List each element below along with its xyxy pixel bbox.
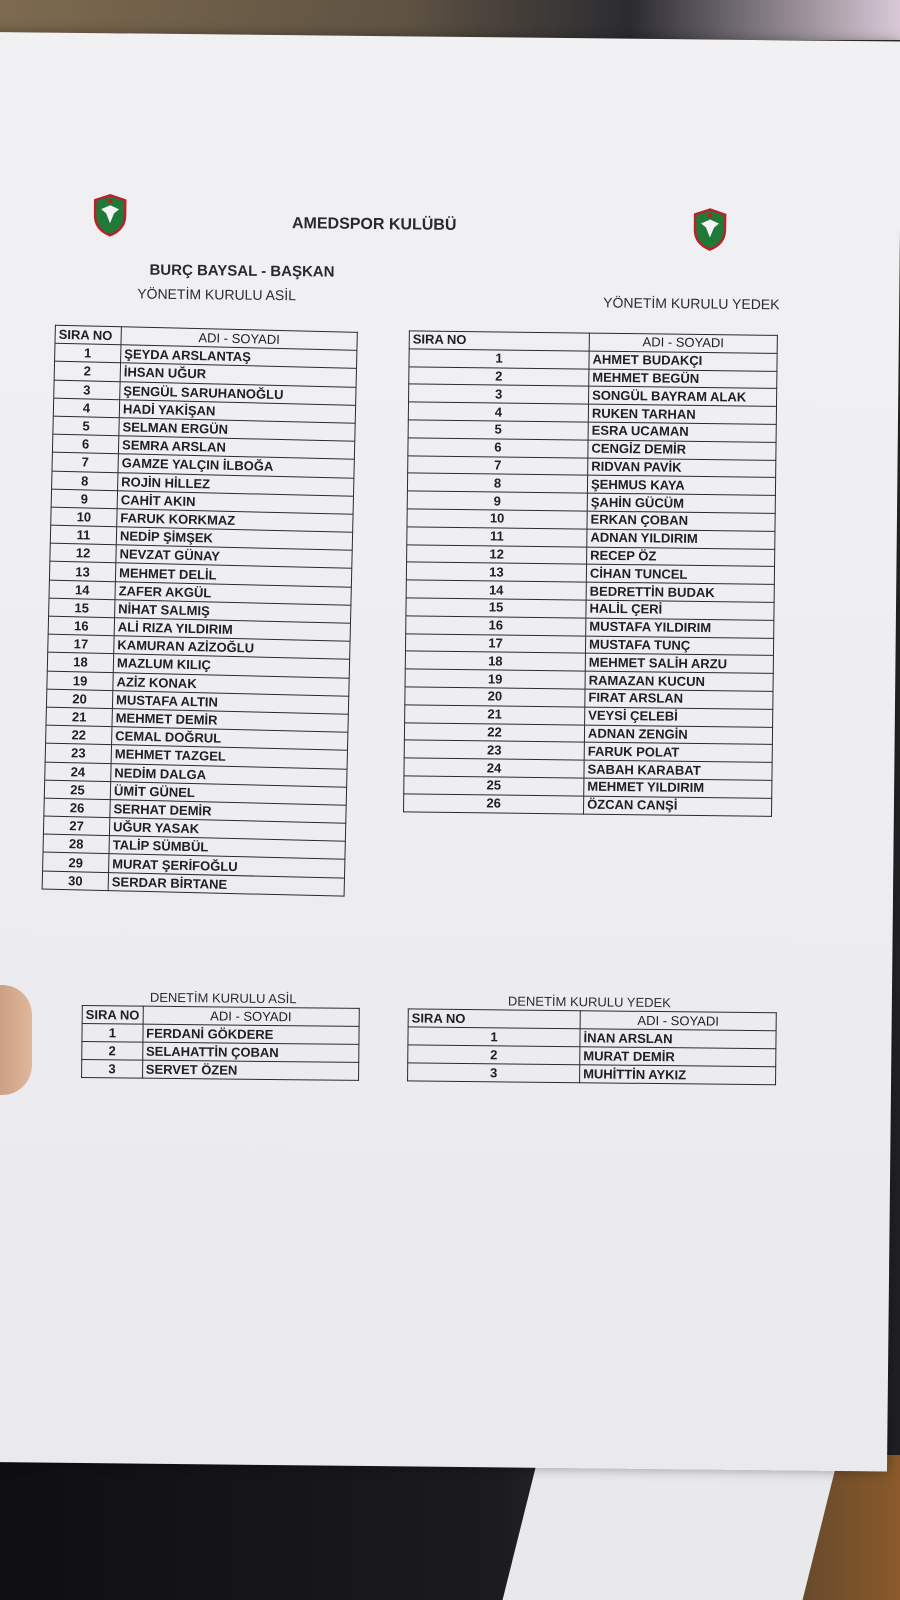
row-number: 16 [406,616,586,636]
holding-finger [0,985,32,1095]
column-header-name: ADI - SOYADI [143,1006,359,1026]
row-number: 15 [49,598,115,618]
row-number: 29 [43,852,109,872]
audit-main-title: DENETİM KURULU ASİL [149,989,297,1007]
board-substitute-table [403,330,778,816]
row-number: 14 [406,580,586,600]
row-number: 7 [408,455,588,475]
member-name: ŞEHMUS KAYA [587,475,775,495]
member-name: BEDRETTİN BUDAK [586,582,774,602]
member-name: MUHİTTİN AYKIZ [580,1065,776,1085]
row-number: 26 [44,798,110,818]
row-number: 24 [404,758,584,778]
member-name: MUSTAFA ALTIN [112,690,348,714]
member-name: HADİ YAKİŞAN [119,399,355,423]
row-number: 20 [405,687,585,707]
row-number: 3 [54,380,120,400]
club-crest-icon [92,193,128,237]
row-number: 10 [51,507,117,527]
row-number: 14 [49,580,115,600]
row-number: 30 [42,871,108,891]
member-name: NEDİP ŞİMŞEK [116,527,352,551]
member-name: RAMAZAN KUCUN [585,671,773,691]
member-name: AHMET BUDAKÇI [589,351,777,371]
board-main-title: YÖNETİM KURULU ASİL [137,285,297,304]
column-header-no: SIRA NO [408,1009,580,1029]
member-name: SERVET ÖZEN [142,1060,358,1080]
board-substitute-title: YÖNETİM KURULU YEDEK [603,294,780,313]
board-main-table [42,325,358,897]
member-name: VEYSİ ÇELEBİ [585,707,773,727]
row-number: 1 [55,343,121,363]
club-crest-icon [692,207,728,251]
column-header-name: ADI - SOYADI [580,1011,776,1031]
table-row [82,1060,359,1081]
column-header-name: ADI - SOYADI [121,327,357,351]
member-name: MEHMET DEMİR [112,709,348,733]
row-number: 26 [404,794,584,814]
column-header-no: SIRA NO [82,1006,143,1025]
member-name: MEHMET SALİH ARZU [585,653,773,673]
row-number: 13 [49,562,115,582]
column-header-no: SIRA NO [55,325,121,345]
row-number: 22 [404,722,584,742]
row-number: 22 [46,725,112,745]
member-name: SEMRA ARSLAN [118,436,354,460]
row-number: 23 [404,740,584,760]
member-name: MAZLUM KILIÇ [113,654,349,678]
second-sheet [503,1460,838,1600]
member-name: NİHAT SALMIŞ [115,599,351,623]
member-name: MEHMET YILDIRIM [584,778,772,798]
member-name: MUSTAFA YILDIRIM [586,618,774,638]
row-number: 3 [82,1060,143,1079]
row-number: 10 [407,509,587,529]
member-name: MURAT DEMİR [580,1047,776,1067]
club-title: AMEDSPOR KULÜBÜ [291,215,457,234]
row-number: 3 [408,1063,580,1083]
member-name: GAMZE YALÇIN İLBOĞA [118,454,354,478]
member-name: RIDVAN PAVİK [588,458,776,478]
row-number: 6 [408,438,588,458]
member-name: MEHMET TAZGEL [111,745,347,769]
audit-main-table [81,1005,359,1081]
row-number: 23 [45,743,111,763]
member-name: ÜMİT GÜNEL [110,781,346,805]
member-name: SERDAR BİRTANE [108,872,344,896]
member-name: ŞEYDA ARSLANTAŞ [121,345,357,369]
row-number: 3 [409,384,589,404]
member-name: CİHAN TUNCEL [586,564,774,584]
member-name: ESRA UCAMAN [588,422,776,442]
member-name: ŞAHİN GÜCÜM [587,493,775,513]
member-name: MEHMET DELİL [115,563,351,587]
row-number: 2 [409,367,589,387]
member-name: CENGİZ DEMİR [588,440,776,460]
member-name: SABAH KARABAT [584,760,772,780]
member-name: ALİ RIZA YILDIRIM [114,618,350,642]
member-name: ÖZCAN CANŞİ [584,796,772,816]
table-header-row [82,1006,359,1027]
row-number: 12 [407,544,587,564]
row-number: 9 [407,491,587,511]
row-number: 2 [408,1045,580,1065]
row-number: 19 [47,671,113,691]
member-name: RECEP ÖZ [587,547,775,567]
row-number: 17 [48,634,114,654]
member-name: CEMAL DOĞRUL [112,727,348,751]
row-number: 11 [407,527,587,547]
member-name: ERKAN ÇOBAN [587,511,775,531]
member-name: ZAFER AKGÜL [115,581,351,605]
row-number: 11 [50,525,116,545]
row-number: 15 [406,598,586,618]
member-name: NEDİM DALGA [111,763,347,787]
member-name: HALİL ÇERİ [586,600,774,620]
row-number: 4 [53,398,119,418]
row-number: 2 [54,362,120,382]
table-row [404,794,772,816]
member-name: SELAHATTİN ÇOBAN [142,1042,358,1062]
audit-substitute-title: DENETİM KURULU YEDEK [507,993,671,1011]
row-number: 9 [51,489,117,509]
member-name: ADNAN ZENGİN [584,725,772,745]
member-name: FARUK POLAT [584,742,772,762]
column-header-name: ADI - SOYADI [589,333,777,353]
row-number: 5 [53,416,119,436]
member-name: CAHİT AKIN [117,490,353,514]
member-name: SELMAN ERGÜN [119,418,355,442]
row-number: 18 [405,651,585,671]
row-number: 20 [46,689,112,709]
column-header-no: SIRA NO [409,331,589,351]
row-number: 25 [44,780,110,800]
member-name: İHSAN UĞUR [120,363,356,387]
row-number: 4 [408,402,588,422]
member-name: ŞENGÜL SARUHANOĞLU [120,381,356,405]
row-number: 7 [52,452,118,472]
row-number: 2 [82,1042,143,1061]
member-name: MUSTAFA TUNÇ [585,636,773,656]
member-name: MEHMET BEGÜN [589,369,777,389]
row-number: 17 [405,633,585,653]
row-number: 16 [48,616,114,636]
row-number: 1 [409,349,589,369]
member-name: TALİP SÜMBÜL [109,836,345,860]
row-number: 24 [45,762,111,782]
member-name: NEVZAT GÜNAY [116,545,352,569]
member-name: MURAT ŞERİFOĞLU [109,854,345,878]
member-name: FERDANİ GÖKDERE [143,1024,359,1044]
row-number: 8 [52,471,118,491]
row-number: 28 [43,834,109,854]
audit-substitute-table [407,1008,777,1085]
member-name: SONGÜL BAYRAM ALAK [589,386,777,406]
row-number: 19 [405,669,585,689]
table-row [408,1063,776,1085]
member-name: ROJİN HİLLEZ [118,472,354,496]
row-number: 6 [52,434,118,454]
row-number: 1 [82,1024,143,1043]
president-line: BURÇ BAYSAL - BAŞKAN [149,261,335,281]
row-number: 8 [407,473,587,493]
row-number: 13 [406,562,586,582]
member-name: RUKEN TARHAN [588,404,776,424]
member-name: FIRAT ARSLAN [585,689,773,709]
member-name: ADNAN YILDIRIM [587,529,775,549]
row-number: 5 [408,420,588,440]
member-name: FARUK KORKMAZ [117,509,353,533]
member-name: UĞUR YASAK [109,818,345,842]
member-name: İNAN ARSLAN [580,1029,776,1049]
row-number: 12 [50,543,116,563]
row-number: 21 [405,705,585,725]
row-number: 25 [404,776,584,796]
member-name: AZİZ KONAK [113,672,349,696]
row-number: 27 [43,816,109,836]
document-sheet [0,32,900,1471]
member-name: SERHAT DEMİR [110,800,346,824]
member-name: KAMURAN AZİZOĞLU [114,636,350,660]
row-number: 1 [408,1027,580,1047]
row-number: 18 [47,652,113,672]
row-number: 21 [46,707,112,727]
